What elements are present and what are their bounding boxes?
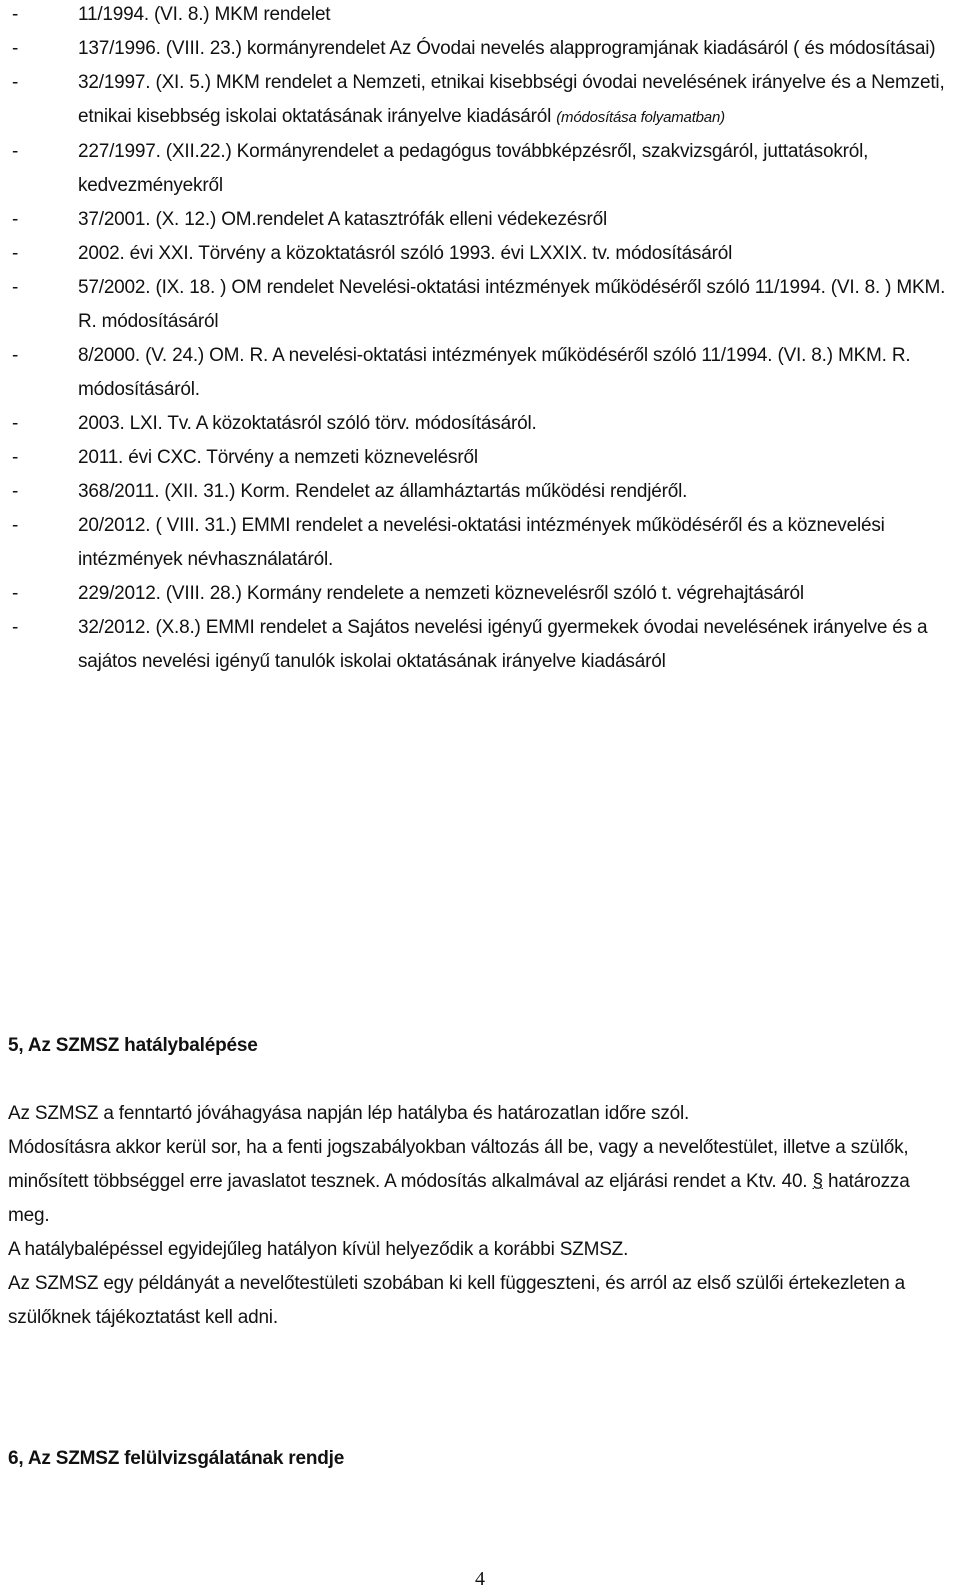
legal-list-item bbox=[0, 577, 960, 611]
legal-list-item bbox=[0, 441, 960, 475]
list-item-text: 57/2002. (IX. 18. ) OM rendelet Nevelési-oktatási intézmények működéséről szóló 11/1994. (VI. 8. ) MKM. R. módosításáról bbox=[78, 277, 946, 332]
list-bullet: - bbox=[12, 243, 19, 264]
list-item-text: 229/2012. (VIII. 28.) Kormány rendelete a nemzeti köznevelésről szóló t. végrehajtásáról bbox=[78, 583, 804, 604]
list-bullet: - bbox=[12, 515, 19, 536]
list-bullet: - bbox=[12, 72, 19, 93]
list-item-text: 2011. évi CXC. Törvény a nemzeti köznevelésről bbox=[78, 447, 478, 468]
list-item-text: 32/1997. (XI. 5.) MKM rendelet a Nemzeti, etnikai kisebbségi óvodai nevelésének irányelve és a Nemzeti, etnikai kisebbség iskolai oktatásának irányelve kiadásáról bbox=[78, 72, 945, 127]
list-item-text: 2002. évi XXI. Törvény a közoktatásról szóló 1993. évi LXXIX. tv. módosításáról bbox=[78, 243, 733, 264]
legal-list-item bbox=[0, 32, 960, 66]
section-6-heading: 6, Az SZMSZ felülvizsgálatának rendje bbox=[8, 1448, 345, 1469]
legal-list-item bbox=[0, 271, 960, 339]
legal-list-item bbox=[0, 475, 960, 509]
section-6 bbox=[8, 1442, 948, 1476]
list-bullet: - bbox=[12, 38, 19, 59]
list-item-text: 8/2000. (V. 24.) OM. R. A nevelési-oktatási intézmények működéséről szóló 11/1994. (VI. 8.) MKM. R. módosításáról. bbox=[78, 345, 911, 400]
section-5-heading: 5, Az SZMSZ hatálybalépése bbox=[8, 1035, 258, 1056]
legal-list-item bbox=[0, 135, 960, 203]
list-bullet: - bbox=[12, 277, 19, 298]
list-item-text: 227/1997. (XII.22.) Kormányrendelet a pedagógus továbbképzésről, szakvizsgáról, juttatásokról, kedvezményekről bbox=[78, 141, 869, 196]
list-item-text: 2003. LXI. Tv. A közoktatásról szóló törv. módosításáról. bbox=[78, 413, 537, 434]
legal-list-item bbox=[0, 237, 960, 271]
list-bullet: - bbox=[12, 345, 19, 366]
list-item-text: 137/1996. (VIII. 23.) kormányrendelet Az Óvodai nevelés alapprogramjának kiadásáról ( és módosításai) bbox=[78, 38, 936, 59]
section-5-paragraph-2-end: határozza meg. bbox=[8, 1171, 910, 1226]
list-bullet: - bbox=[12, 617, 19, 638]
list-item-text: 20/2012. ( VIII. 31.) EMMI rendelet a nevelési-oktatási intézmények működéséről és a köznevelési intézmények névhasználatáról. bbox=[78, 515, 885, 570]
list-bullet: - bbox=[12, 209, 19, 230]
list-item-text: 37/2001. (X. 12.) OM.rendelet A katasztrófák elleni védekezésről bbox=[78, 209, 607, 230]
section-5-paragraph-2 bbox=[8, 1131, 948, 1233]
legal-list bbox=[0, 0, 960, 679]
section-5-paragraph-2-text: Módosításra akkor kerül sor, ha a fenti jogszabályokban változás áll be, vagy a nevelőtestület, illetve a szülők, minősített többséggel erre javaslatot tesznek. A módosítás alkalmával az eljárási rendet a Ktv. 40. bbox=[8, 1137, 909, 1192]
legal-list-item bbox=[0, 203, 960, 237]
paragraph-symbol: § bbox=[812, 1171, 823, 1192]
list-bullet: - bbox=[12, 141, 19, 162]
list-bullet: - bbox=[12, 413, 19, 434]
page-number: 4 bbox=[475, 1568, 485, 1590]
legal-list-item bbox=[0, 611, 960, 679]
list-item-text: 11/1994. (VI. 8.) MKM rendelet bbox=[78, 4, 331, 25]
list-bullet: - bbox=[12, 583, 19, 604]
legal-list-item bbox=[0, 66, 960, 135]
legal-list-item bbox=[0, 407, 960, 441]
list-item-note: (módosítása folyamatban) bbox=[556, 109, 725, 126]
legal-list-item bbox=[0, 339, 960, 407]
list-bullet: - bbox=[12, 4, 19, 25]
legal-list-item bbox=[0, 0, 960, 32]
section-5-paragraph-1: Az SZMSZ a fenntartó jóváhagyása napján lép hatályba és határozatlan időre szól. bbox=[8, 1103, 690, 1124]
section-5-paragraph-4: Az SZMSZ egy példányát a nevelőtestületi szobában ki kell függeszteni, és arról az első szülői értekezleten a szülőknek tájékoztatást kell adni. bbox=[8, 1273, 906, 1328]
list-bullet: - bbox=[12, 447, 19, 468]
list-item-text: 32/2012. (X.8.) EMMI rendelet a Sajátos nevelési igényű gyermekek óvodai nevelésének irányelve és a sajátos nevelési igényű tanulók iskolai oktatásának irányelve kiadásáról bbox=[78, 617, 928, 672]
section-5 bbox=[8, 1029, 948, 1335]
legal-list-item bbox=[0, 509, 960, 577]
list-item-text: 368/2011. (XII. 31.) Korm. Rendelet az államháztartás működési rendjéről. bbox=[78, 481, 688, 502]
section-5-paragraph-3: A hatálybalépéssel egyidejűleg hatályon kívül helyeződik a korábbi SZMSZ. bbox=[8, 1239, 629, 1260]
list-bullet: - bbox=[12, 481, 19, 502]
